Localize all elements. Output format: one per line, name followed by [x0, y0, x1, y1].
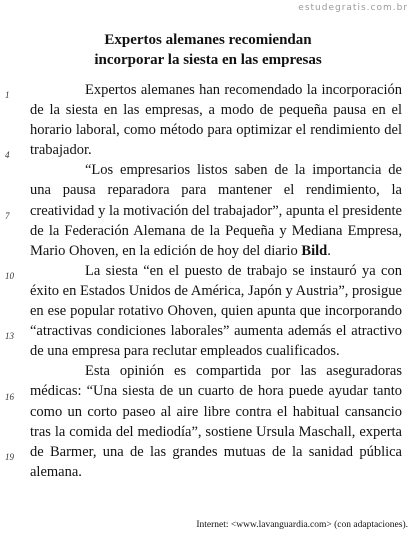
line-number-4: 4	[5, 150, 10, 160]
line-number-1: 1	[5, 90, 10, 100]
paragraph-2	[30, 160, 402, 260]
paragraph-4-text: Esta opinión es compartida por las aseguradoras médicas: “Una siesta de un cuarto de hora puede ayudar tanto como un corto paseo al aire libre contra el habitual cansancio tras la comida del mediodía”, sostiene Ursula Maschall, experta de Barmer, una de las grandes mutuas de la sanidad pública alemana.	[30, 363, 402, 480]
watermark: estudegratis.com.br	[298, 3, 408, 13]
line-number-16: 16	[5, 392, 14, 402]
title-line-1: Expertos alemanes recomiendan	[104, 32, 312, 48]
source-citation: Internet: <www.lavanguardia.com> (con adaptaciones).	[196, 520, 408, 530]
paragraph-1	[30, 80, 402, 160]
article-title	[0, 30, 416, 70]
article-body	[30, 80, 402, 482]
paragraph-4	[30, 361, 402, 482]
paragraph-3-text: La siesta “en el puesto de trabajo se instauró ya con éxito en Estados Unidos de América, Japón y Austria”, prosigue en ese popular rotativo Ohoven, quien apunta que incorporando “atractivas condiciones laborales” aumenta además el atractivo de una empresa para reclutar empleados cualificados.	[30, 262, 402, 360]
line-number-7: 7	[5, 211, 10, 221]
title-line-2: incorporar la siesta en las empresas	[94, 52, 322, 68]
newspaper-name: Bild	[301, 242, 328, 259]
paragraph-2-text: “Los empresarios listos saben de la importancia de una pausa reparadora para mantener el rendimiento, la creatividad y la motivación del trabajador”, apunta el presidente de la Federación Alemana de la Pequeña y Mediana Empresa, Mario Ohoven, en la edición de hoy del diario	[30, 162, 402, 259]
line-number-10: 10	[5, 271, 14, 281]
paragraph-2-end: .	[327, 242, 331, 259]
line-number-13: 13	[5, 331, 14, 341]
line-number-19: 19	[5, 452, 14, 462]
paragraph-1-text: Expertos alemanes han recomendado la incorporación de la siesta en las empresas, a modo de pequeña pausa en el horario laboral, como método para optimizar el rendimiento del trabajador.	[30, 82, 402, 159]
paragraph-3	[30, 261, 402, 361]
